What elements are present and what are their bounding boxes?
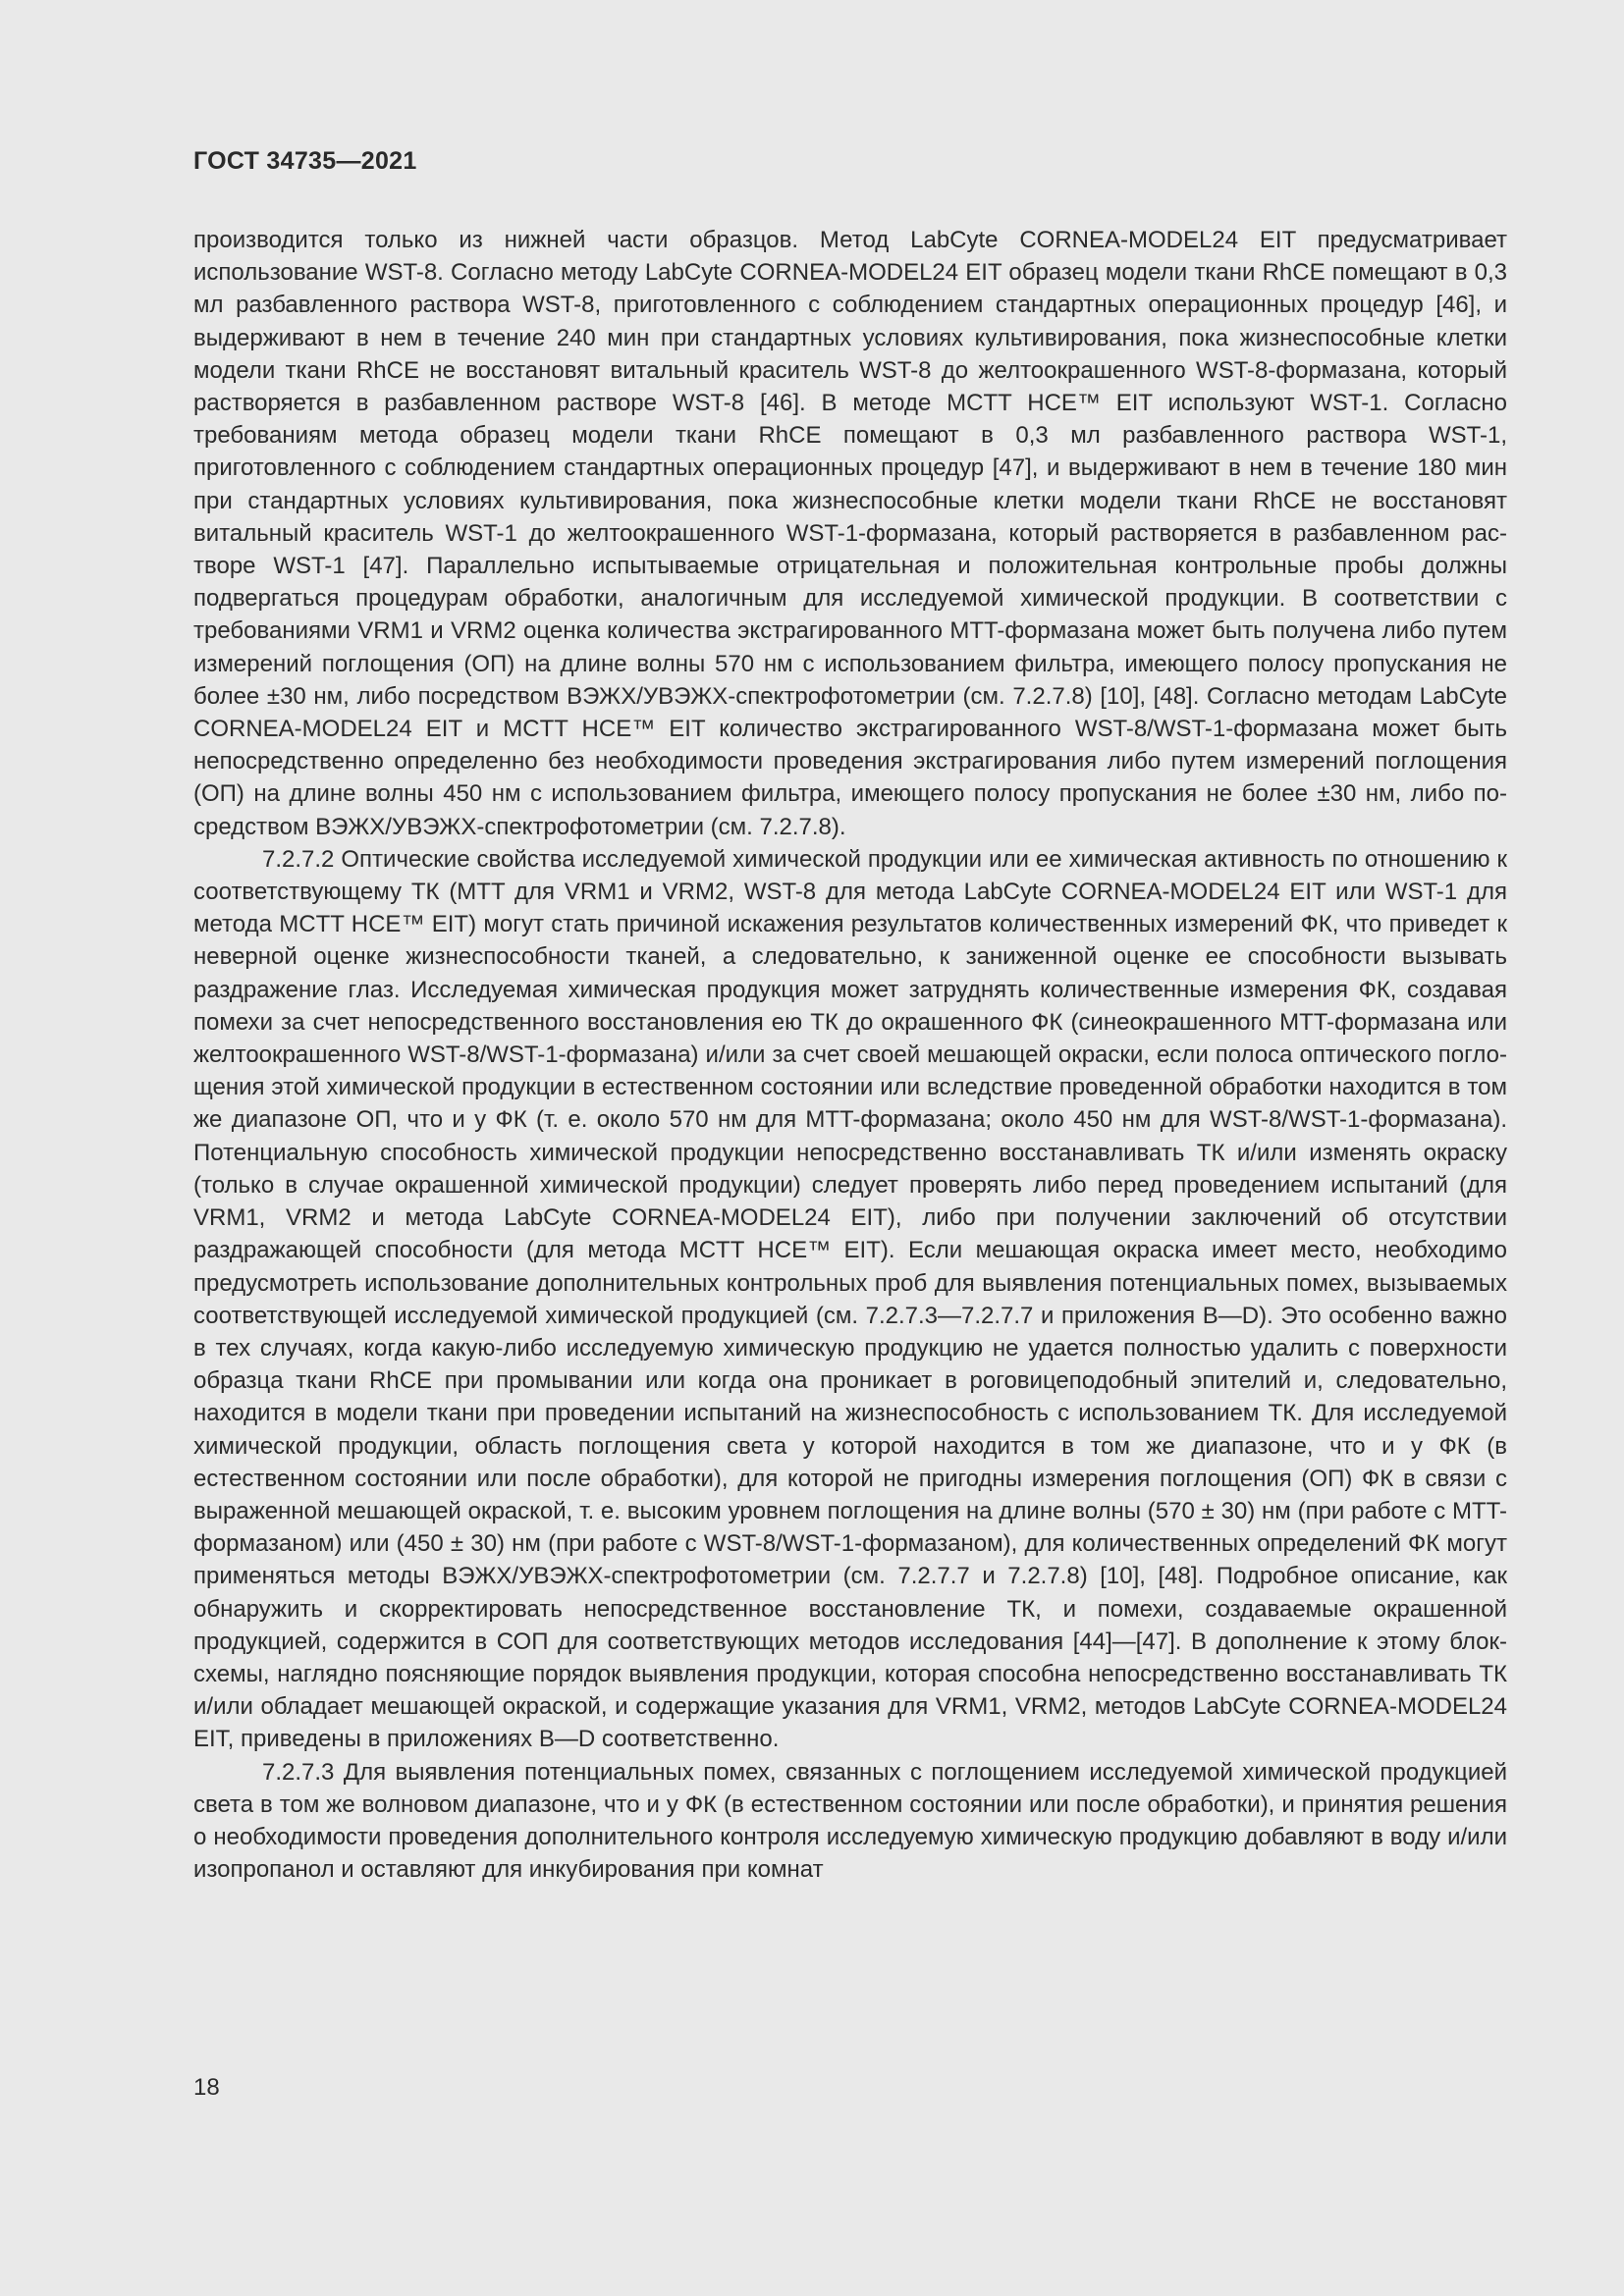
- document-header: ГОСТ 34735—2021: [193, 147, 417, 175]
- paragraph-7-2-7-3: 7.2.7.3 Для выявления потенциальных помех, связанных с поглощением исследуемой химической продукцией света в том же волновом диапазоне, что и у ФК (в естественном состоянии или после обработки), и принятия решения о необходимости проведения дополнительного контроля исследуемую химическую продукцию добавляют в воду и/или изопропанол и оставляют для инкубирования при комнат: [193, 1758, 1507, 1884]
- document-body: [193, 224, 1507, 1886]
- page-number: 18: [193, 2074, 220, 2101]
- paragraph-7-2-7-2: 7.2.7.2 Оптические свойства исследуемой химической продукции или ее химическая активность по отношению к соответствующему ТК (MTT для VRM1 и VRM2, WST-8 для метода LabCyte CORNEA-MODEL24 EIT или WST-1 для метода MCTT HCE™ EIT) могут стать причиной искажения результатов количественных измерений ФК, что приведет к неверной оценке жизнеспособности тканей, а следовательно, к заниженной оценке ее способности вызывать раздражение глаз. Исследуемая химическая продукция может затруднять количественные измерения ФК, создавая помехи за счет непосредственного восстановления ею ТК до окрашенного ФК (синеокрашенного MTT-формазана или желтоокрашенного WST-8/WST-1-формазана) и/или за счет своей мешающей окраски, если полоса оптического поглощения этой химической продукции в естественном состоянии или вследствие проведенной обработки находится в том же диапазоне ОП, что и у ФК (т. е. около 570 нм для MTT-формазана; около 450 нм для WST-8/WST-1-формазана). Потенциальную способность химической продукции непосредственно восстанавливать ТК и/или изменять окраску (только в случае окрашенной химической продукции) следует проверять либо перед проведением испытаний (для VRM1, VRM2 и метода LabCyte CORNEA-MODEL24 EIT), либо при получении заключений об отсутствии раздражающей способности (для метода MCTT HCE™ EIT). Если мешающая окраска имеет место, необходимо предусмотреть использование дополнительных контрольных проб для выявления потенциальных помех, вызываемых соответствующей исследуемой химической продукцией (см. 7.2.7.3—7.2.7.7 и приложения В—D). Это особенно важно в тех случаях, когда какую-либо исследуемую химическую продукцию не удается полностью удалить с поверхности образца ткани RhCE при промывании или когда она проникает в роговицеподобный эпителий и, следовательно, находится в модели ткани при проведении испытаний на жизнеспособность с использованием ТК. Для исследуемой химической продукции, область поглощения света у которой находится в том же диапазоне, что и у ФК (в естественном состоянии или после обработки), для которой не пригодны измерения поглощения (ОП) ФК в связи с выраженной мешающей окраской, т. е. высоким уровнем поглощения на длине волны (570 ± 30) нм (при работе с MTT-формазаном) или (450 ± 30) нм (при работе с WST-8/WST-1-формазаном), для количественных определений ФК могут применяться методы ВЭЖХ/УВЭЖХ-спектрофотометрии (см. 7.2.7.7 и 7.2.7.8) [10], [48]. Подробное описание, как обнаружить и скорректировать непосредственное восстановление ТК, и помехи, создаваемые окрашенной продукцией, содержится в СОП для соответствующих методов исследования [44]—[47]. В дополнение к этому блок-схемы, наглядно поясняющие порядок выявления продукции, которая способна непосредственно восстанавливать ТК и/или обладает мешающей окраской, и содержащие указания для VRM1, VRM2, методов LabCyte CORNEA-MODEL24 EIT, приведены в приложениях В—D соответственно.: [193, 845, 1507, 1753]
- paragraph-continuation: производится только из нижней части образцов. Метод LabCyte CORNEA-MODEL24 EIT предусматривает использование WST-8. Согласно методу LabCyte CORNEA-MODEL24 EIT образец модели ткани RhCE помещают в 0,3 мл разбавленного раствора WST-8, приготовленного с соблюдением стандартных операционных процедур [46], и выдерживают в нем в течение 240 мин при стандартных условиях культивирования, пока жизнеспособные клетки модели ткани RhCE не восстановят витальный краситель WST-8 до желтоокрашенного WST-8-формазана, который растворяется в разбавленном растворе WST-8 [46]. В методе MCTT HCE™ EIT используют WST-1. Согласно требованиям метода образец модели ткани RhCE помещают в 0,3 мл разбавленного раствора WST-1, приготовленного с соблюдением стандартных операционных процедур [47], и выдерживают в нем в течение 180 мин при стандартных условиях культивирования, пока жизнеспособные клетки модели ткани RhCE не восстановят витальный краситель WST-1 до желтоокрашенного WST-1-формазана, который растворяется в разбавленном растворе WST-1 [47]. Параллельно испытываемые отрицательная и положительная контрольные пробы должны подвергаться процедурам обработки, аналогичным для исследуемой химической продукции. В соответствии с требованиями VRM1 и VRM2 оценка количества экстрагированного MTT-формазана может быть получена либо путем измерений поглощения (ОП) на длине волны 570 нм с использованием фильтра, имеющего полосу пропускания не более ±30 нм, либо посредством ВЭЖХ/УВЭЖХ-спектрофотометрии (см. 7.2.7.8) [10], [48]. Согласно методам LabCyte CORNEA-MODEL24 EIT и MCTT HCE™ EIT количество экстрагированного WST-8/WST-1-формазана может быть непосредственно определенно без необходимости проведения экстрагирования либо путем измерений поглощения (ОП) на длине волны 450 нм с использованием фильтра, имеющего полосу пропускания не более ±30 нм, либо посредством ВЭЖХ/УВЭЖХ-спектрофотометрии (см. 7.2.7.8).: [193, 227, 1507, 840]
